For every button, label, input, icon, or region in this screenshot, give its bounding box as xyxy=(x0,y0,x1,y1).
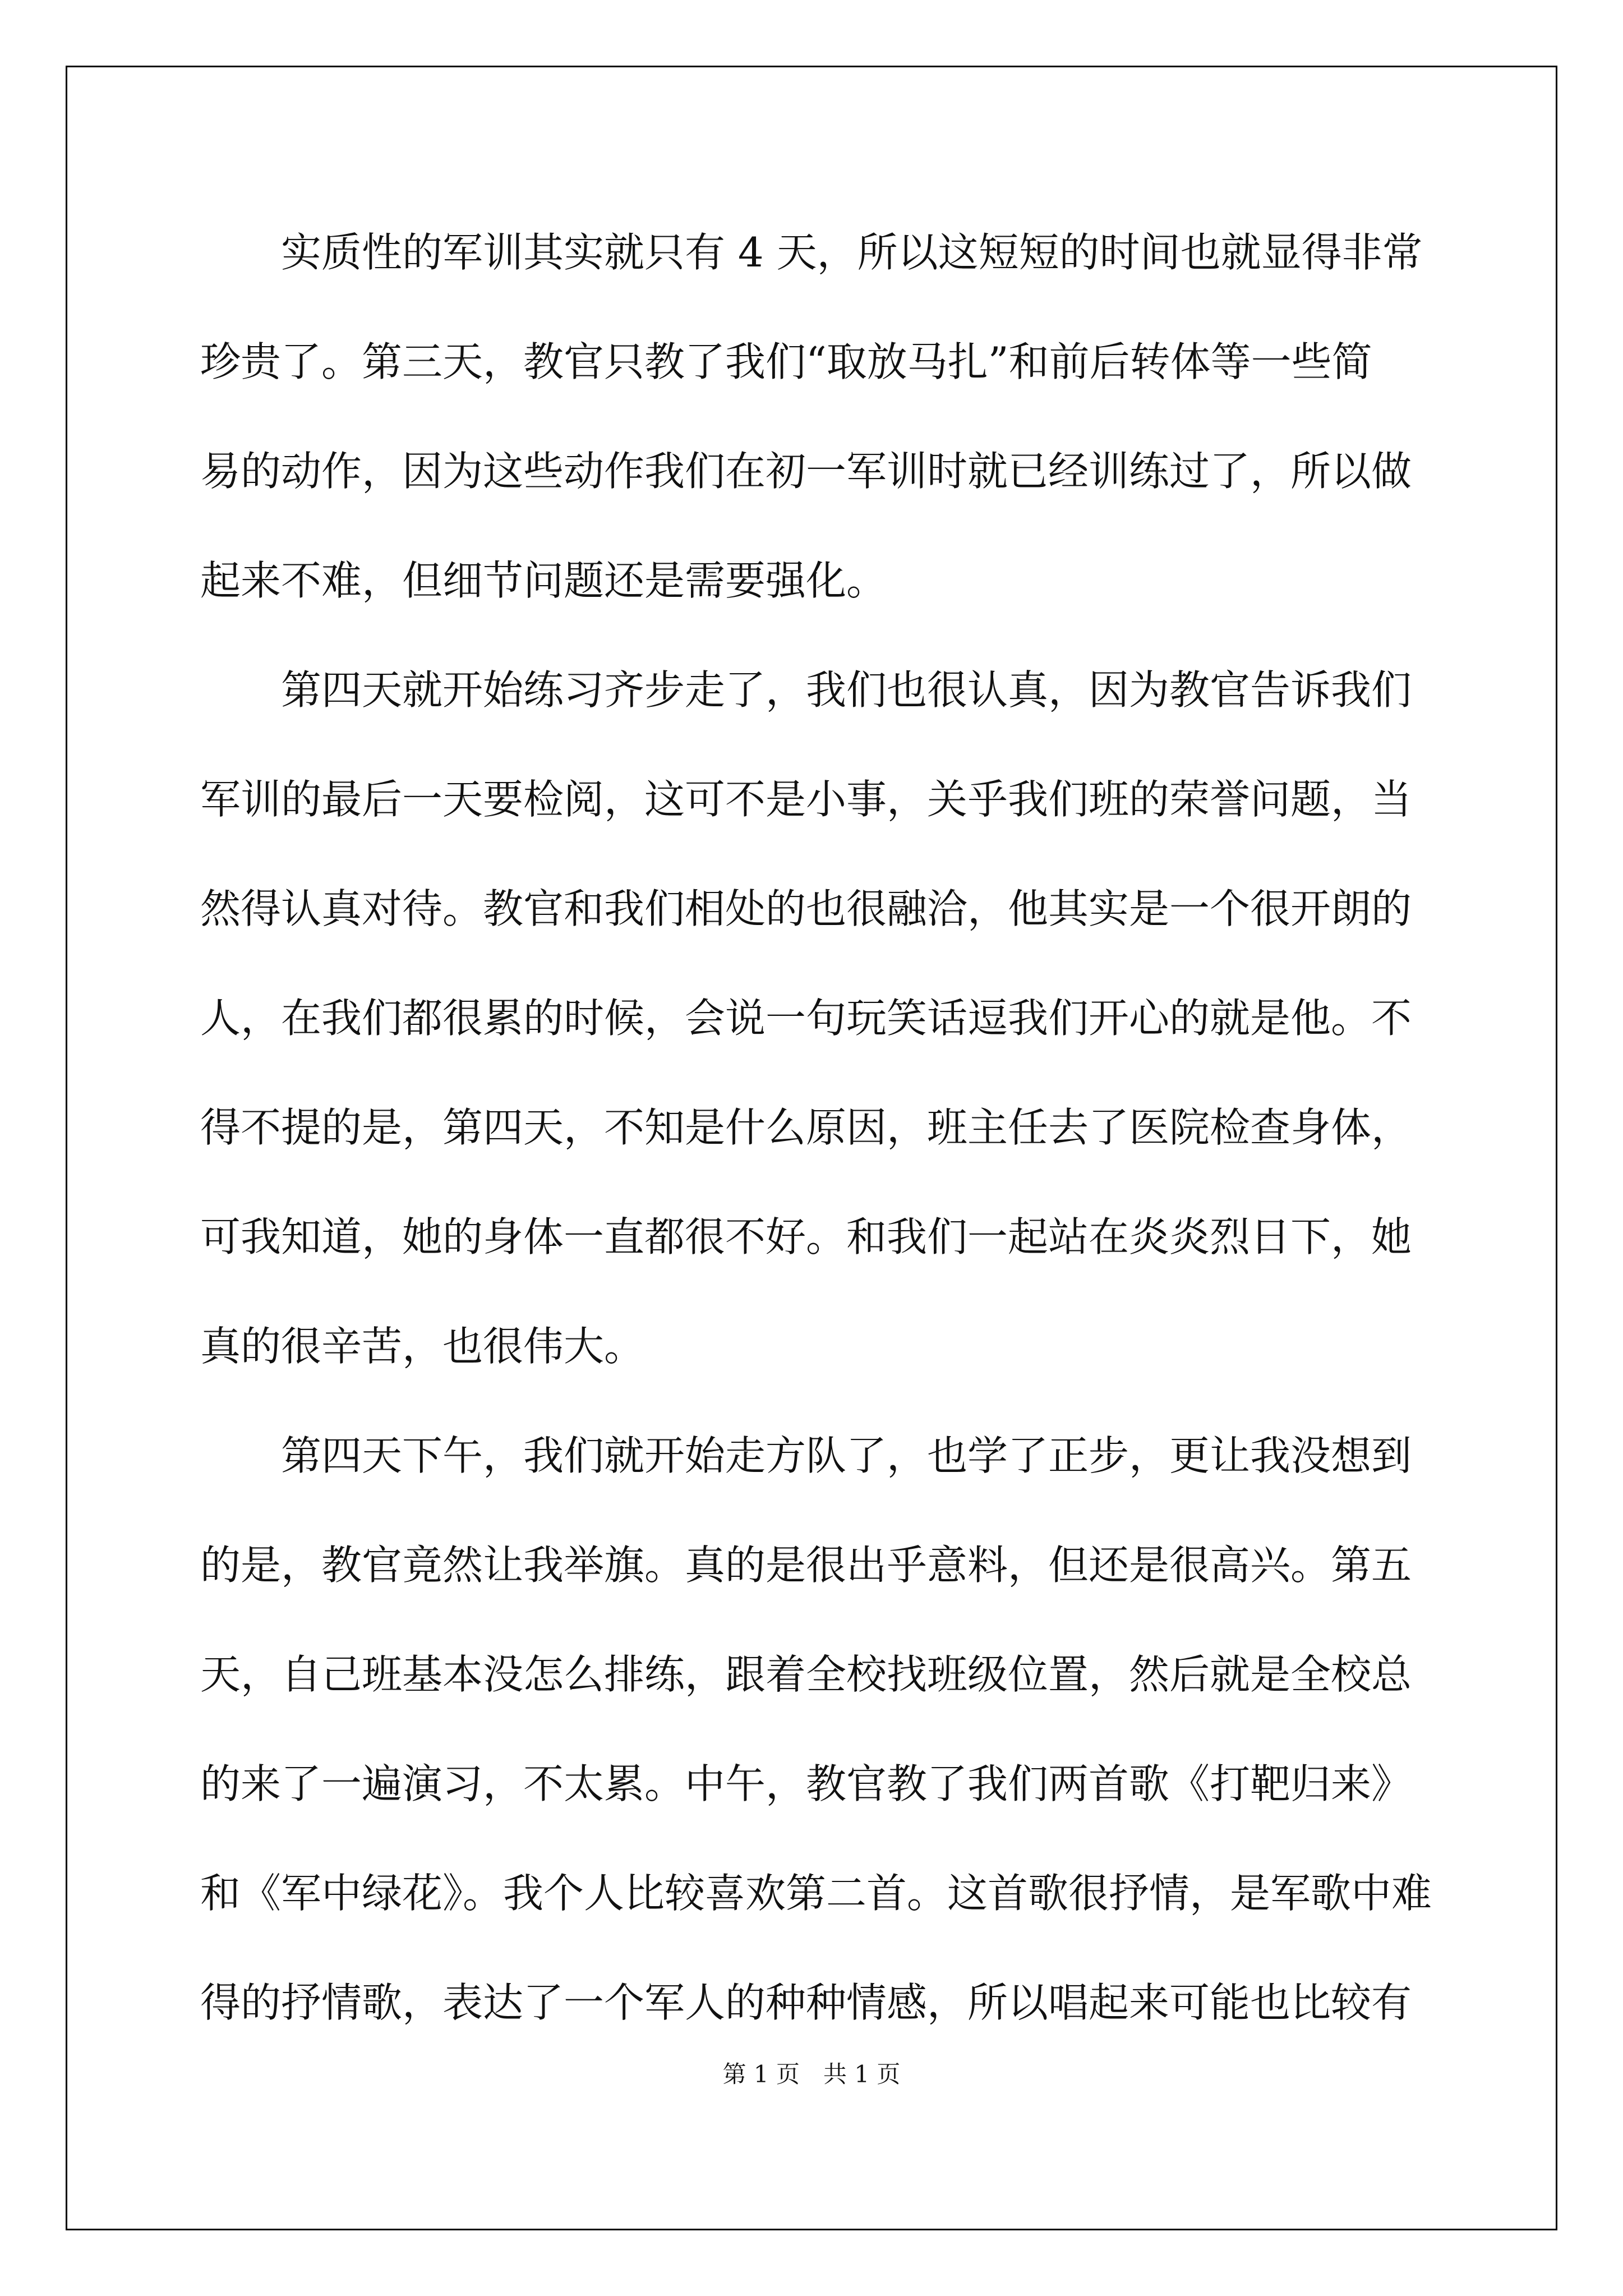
text-line: 人，在我们都很累的时候，会说一句玩笑话逗我们开心的就是他。不 xyxy=(200,995,1412,1042)
text-line: 第四天就开始练习齐步走了，我们也很认真，因为教官告诉我们 xyxy=(200,666,1412,714)
text-line: 的来了一遍演习，不太累。中午，教官教了我们两首歌《打靶归来》 xyxy=(200,1760,1412,1807)
text-line: 和《军中绿花》。我个人比较喜欢第二首。这首歌很抒情，是军歌中难 xyxy=(200,1870,1432,1917)
text-line: 天，自己班基本没怎么排练，跟着全校找班级位置，然后就是全校总 xyxy=(200,1651,1412,1698)
text-line: 实质性的军训其实就只有 4 天，所以这短短的时间也就显得非常 xyxy=(200,229,1423,276)
page-number-footer: 第 1 页 共 1 页 xyxy=(722,2060,901,2088)
text-line: 得的抒情歌，表达了一个军人的种种情感，所以唱起来可能也比较有 xyxy=(200,1979,1412,2026)
text-line: 得不提的是，第四天，不知是什么原因，班主任去了医院检查身体， xyxy=(200,1104,1412,1151)
text-line: 然得认真对待。教官和我们相处的也很融洽，他其实是一个很开朗的 xyxy=(200,885,1412,932)
text-line: 真的很辛苦，也很伟大。 xyxy=(200,1323,645,1370)
text-line: 第四天下午，我们就开始走方队了，也学了正步，更让我没想到 xyxy=(200,1432,1412,1479)
text-line: 军训的最后一天要检阅，这可不是小事，关乎我们班的荣誉问题，当 xyxy=(200,776,1412,823)
text-line: 的是，教官竟然让我举旗。真的是很出乎意料，但还是很高兴。第五 xyxy=(200,1542,1412,1589)
text-line: 易的动作，因为这些动作我们在初一军训时就已经训练过了，所以做 xyxy=(200,448,1412,495)
text-line: 珍贵了。第三天，教官只教了我们“取放马扎”和前后转体等一些简 xyxy=(200,338,1372,385)
text-line: 起来不难，但细节问题还是需要强化。 xyxy=(200,557,887,604)
text-line: 可我知道，她的身体一直都很不好。和我们一起站在炎炎烈日下，她 xyxy=(200,1213,1412,1260)
